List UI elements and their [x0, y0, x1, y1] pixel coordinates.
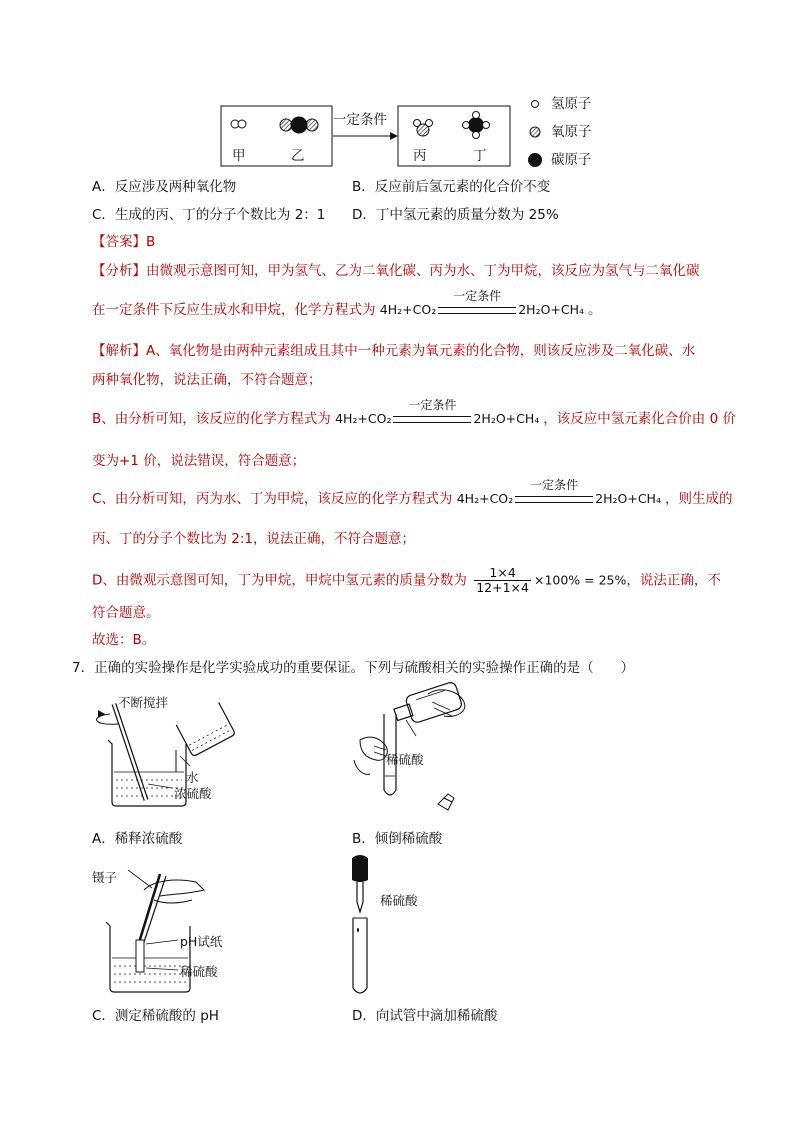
legend-carbon-icon [528, 153, 542, 167]
fig-c-tweezers-label: 镊子 [92, 870, 118, 885]
explain-a-line-2: 两种氧化物，说法正确，不符合题意； [92, 372, 322, 388]
figure-a-dilution [90, 692, 250, 812]
figure-d-dropper [340, 852, 380, 1000]
explain-d-line-2: 符合题意。 [92, 605, 160, 621]
label-ding: 丁 [473, 148, 487, 164]
explain-a-line-1: 【解析】A、氧化物是由两种元素组成且其中一种元素为氧元素的化合物，则该反应涉及二氧化碳、水 [92, 343, 696, 359]
answer-label: 【答案】 [92, 234, 146, 250]
fig-c-acid-label: 稀硫酸 [180, 964, 218, 979]
fig-a-acid-label: 浓硫酸 [174, 786, 212, 801]
carbon-dioxide-molecule-icon [280, 117, 318, 134]
q6-option-b: B．反应前后氢元素的化合价不变 [352, 179, 551, 195]
label-yi: 乙 [291, 148, 305, 164]
answer-value: B [146, 234, 156, 250]
fig-a-stir-label: 不断搅拌 [118, 695, 169, 710]
label-jia: 甲 [232, 148, 246, 164]
final-choice: 故选：B。 [92, 632, 156, 648]
fig-b-caption: B．倾倒稀硫酸 [352, 831, 443, 847]
explain-b-equation: 4H₂+CO₂ 一定条件 2H₂O+CH₄ [335, 398, 540, 426]
hydrogen-molecule-icon [231, 120, 246, 128]
legend-oxygen-label: 氧原子 [551, 124, 592, 140]
answer-line [92, 233, 155, 251]
fig-c-caption: C．测定稀硫酸的 pH [92, 1008, 219, 1024]
explain-c-line-2: 丙、丁的分子个数比为 2:1，说法正确，不符合题意； [92, 531, 416, 547]
q7-stem: 7．正确的实验操作是化学实验成功的重要保证。下列与硫酸相关的实验操作正确的是（ ） [72, 660, 635, 676]
fig-d-acid-label: 稀硫酸 [380, 893, 418, 908]
fig-a-water-label: 水 [186, 770, 199, 785]
explain-b-line-1: B、由分析可知，该反应的化学方程式为 4H₂+CO₂ 一定条件 2H₂O+CH₄ ，该反应中氢元素化合价由 0 价 [92, 398, 736, 427]
methane-molecule-icon [463, 112, 490, 139]
explain-c-line-1: C、由分析可知，丙为水、丁为甲烷，该反应的化学方程式为 4H₂+CO₂ 一定条件 2H₂O+CH₄ ，则生成的 [92, 478, 733, 507]
fig-d-caption: D．向试管中滴加稀硫酸 [352, 1008, 498, 1024]
arrow-condition: 一定条件 [333, 112, 387, 128]
fig-a-caption: A．稀释浓硫酸 [92, 831, 183, 847]
mass-fraction: $\frac{1\times 4}{12+1\times 4}$ [476, 565, 529, 595]
figure-b-pouring [340, 680, 480, 820]
analysis-line-1: 【分析】由微观示意图可知，甲为氢气、乙为二氧化碳、丙为水、丁为甲烷，该反应为氢气与二氧化碳 [92, 263, 700, 279]
fig-b-acid-label: 稀硫酸 [386, 752, 424, 767]
analysis-line-2: 在一定条件下反应生成水和甲烷，化学方程式为 4H₂+CO₂ 一定条件 2H₂O+CH₄ 。 [92, 289, 602, 318]
legend-hydrogen-icon [532, 101, 539, 108]
q6-option-c: C．生成的丙、丁的分子个数比为 2：1 [92, 207, 326, 223]
label-bing: 丙 [413, 148, 427, 164]
q6-option-d: D．丁中氢元素的质量分数为 25% [352, 207, 559, 223]
q6-option-a: A．反应涉及两种氧化物 [92, 179, 237, 195]
analysis-equation: 4H₂+CO₂ 一定条件 2H₂O+CH₄ [379, 289, 585, 317]
water-molecule-icon [414, 120, 433, 137]
legend-carbon-label: 碳原子 [551, 152, 592, 168]
explain-label: 【解析】 [92, 343, 146, 359]
explain-d-line-1: D、由微观示意图可知，丁为甲烷，甲烷中氢元素的质量分数为 $\frac{1\times 4}{12+1\times 4}$ ×100% = 25%，说法正确，不 [92, 565, 721, 595]
legend-hydrogen-label: 氢原子 [551, 96, 592, 112]
analysis-label: 【分析】 [92, 263, 146, 279]
legend-oxygen-icon [530, 127, 540, 137]
fig-c-paper-label: pH试纸 [180, 934, 223, 949]
explain-c-equation: 4H₂+CO₂ 一定条件 2H₂O+CH₄ [456, 478, 661, 506]
explain-b-line-2: 变为+1 价，说法错误，符合题意； [92, 453, 306, 469]
